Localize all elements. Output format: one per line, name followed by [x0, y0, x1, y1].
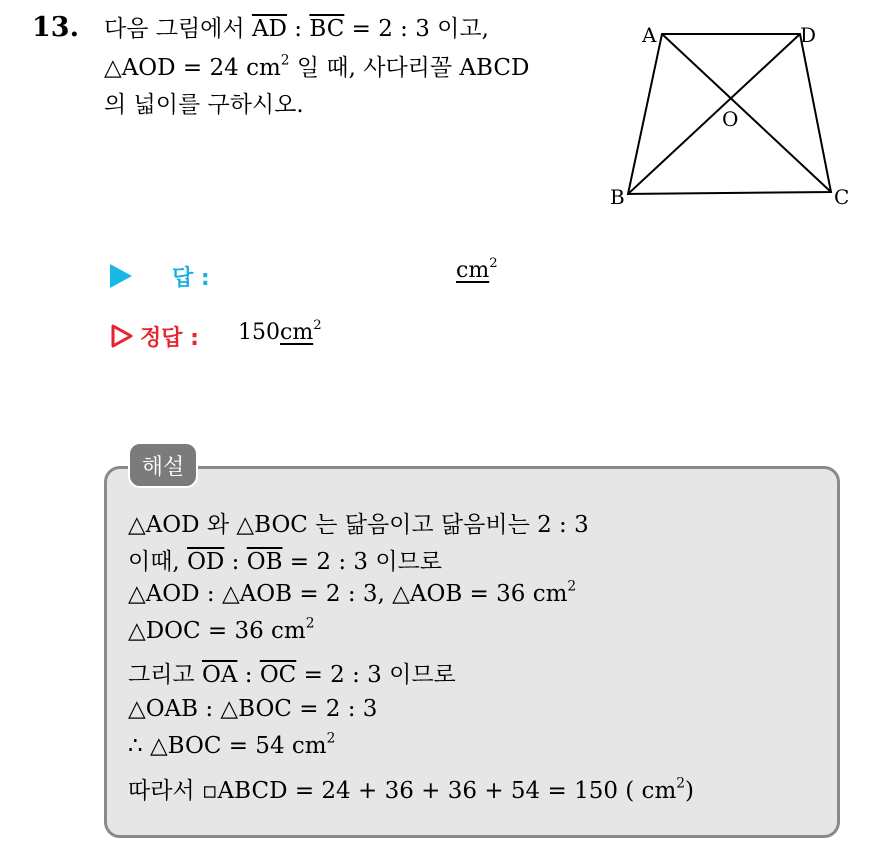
superscript: 2 [489, 256, 498, 272]
correct-answer-value [238, 320, 322, 345]
solution-text: ) [685, 778, 695, 804]
solution-line-8 [128, 772, 694, 805]
question-text: △AOD = 24 cm [104, 55, 281, 81]
answer-label: 답 : [172, 265, 210, 291]
solution-text: 이때, [128, 549, 188, 575]
superscript: 2 [326, 730, 336, 747]
answer-unit [456, 258, 498, 283]
solution-line-3 [128, 578, 577, 607]
label-o: O [722, 107, 739, 131]
correct-answer-row [110, 321, 199, 351]
question-text: 일 때, 사다리꼴 ABCD [289, 55, 530, 81]
superscript: 2 [676, 775, 686, 792]
label-c: C [834, 185, 850, 209]
superscript: 2 [305, 615, 315, 632]
solution-text: = 2 : 3 이므로 [282, 549, 442, 575]
answer-row [110, 261, 210, 291]
segment-od: $\overline{OD}$ [187, 549, 225, 575]
label-d: D [800, 23, 817, 47]
segment-ob: $\overline{OB}$ [246, 549, 283, 575]
superscript: 2 [567, 578, 577, 595]
play-arrow-icon [110, 264, 132, 288]
segment-oc: $\overline{OC}$ [259, 662, 297, 688]
correct-answer-label: 정답 : [140, 325, 199, 351]
question-line-1 [104, 14, 489, 44]
solution-text: ∴ △BOC = 54 cm [128, 733, 327, 759]
correct-value-unit: cm [280, 320, 314, 345]
question-line-3: 의 넓이를 구하시오. [104, 92, 304, 118]
segment-oa: $\overline{OA}$ [201, 662, 238, 688]
correct-value-number: 150 [238, 320, 280, 345]
question-text: = 2 : 3 이고, [344, 16, 489, 42]
solution-text: : [224, 549, 247, 575]
solution-text: 그리고 [128, 662, 202, 688]
solution-text: △AOD : △AOB = 2 : 3, △AOB = 36 cm [128, 581, 568, 607]
superscript: 2 [313, 318, 322, 334]
question-text: 다음 그림에서 [104, 16, 252, 42]
solution-line-5 [128, 656, 456, 689]
superscript: 2 [280, 52, 290, 69]
solution-line-7 [128, 730, 336, 759]
label-a: A [642, 23, 657, 47]
question-number: 13. [32, 12, 79, 43]
solution-text: 따라서 ▫ABCD = 24 + 36 + 36 + 54 = 150 ( cm [128, 778, 677, 804]
solution-text: : [237, 662, 260, 688]
solution-line-2 [128, 543, 442, 576]
segment-bc: $\overline{BC}$ [309, 16, 345, 42]
diagonal-bd [628, 34, 800, 194]
solution-line-1: △AOD 와 △BOC 는 닮음이고 닮음비는 2 : 3 [128, 512, 589, 538]
outline-arrow-icon [110, 323, 134, 349]
solution-line-6: △OAB : △BOC = 2 : 3 [128, 696, 378, 722]
segment-ad: $\overline{AD}$ [251, 16, 287, 42]
question-line-2 [104, 53, 529, 83]
solution-text: = 2 : 3 이므로 [296, 662, 456, 688]
solution-text: △DOC = 36 cm [128, 618, 306, 644]
trapezoid-figure [600, 14, 870, 214]
ratio-colon: : [287, 16, 310, 42]
solution-tab: 해설 [128, 442, 198, 488]
solution-line-4 [128, 615, 315, 644]
label-b: B [610, 185, 625, 209]
answer-unit-text: cm [456, 258, 490, 283]
